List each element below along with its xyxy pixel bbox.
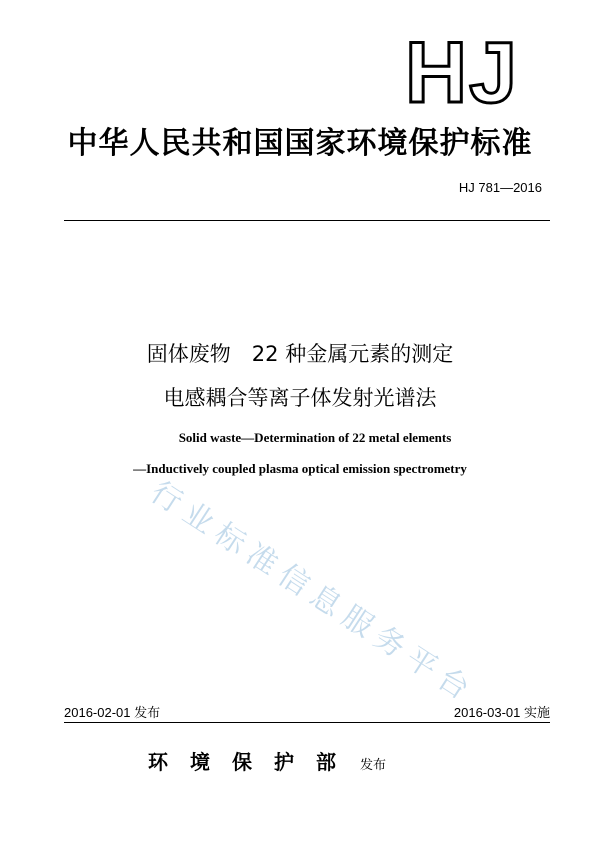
english-title-line-1: Solid waste—Determination of 22 metal elements xyxy=(178,430,452,445)
publisher-department: 环境保护部 xyxy=(148,750,358,774)
publisher-suffix: 发布 xyxy=(360,758,387,773)
effective-date: 2016-03-01 实施 xyxy=(453,705,550,720)
watermark: 行业标准信息服务平台 xyxy=(144,474,482,712)
publisher xyxy=(148,746,386,775)
header-divider xyxy=(64,220,550,221)
issue-date: 2016-02-01 发布 xyxy=(64,705,161,720)
hj-logo: HJ xyxy=(405,40,519,106)
footer-divider xyxy=(64,722,550,723)
english-title-line-2: —Inductively coupled plasma optical emission spectrometry xyxy=(133,461,467,476)
chinese-title-line-1: 固体废物 22 种金属元素的测定 xyxy=(146,342,454,366)
standard-code: HJ 781—2016 xyxy=(458,180,542,195)
organization-title: 中华人民共和国国家环境保护标准 xyxy=(67,126,533,161)
chinese-title-line-2: 电感耦合等离子体发射光谱法 xyxy=(163,386,437,410)
